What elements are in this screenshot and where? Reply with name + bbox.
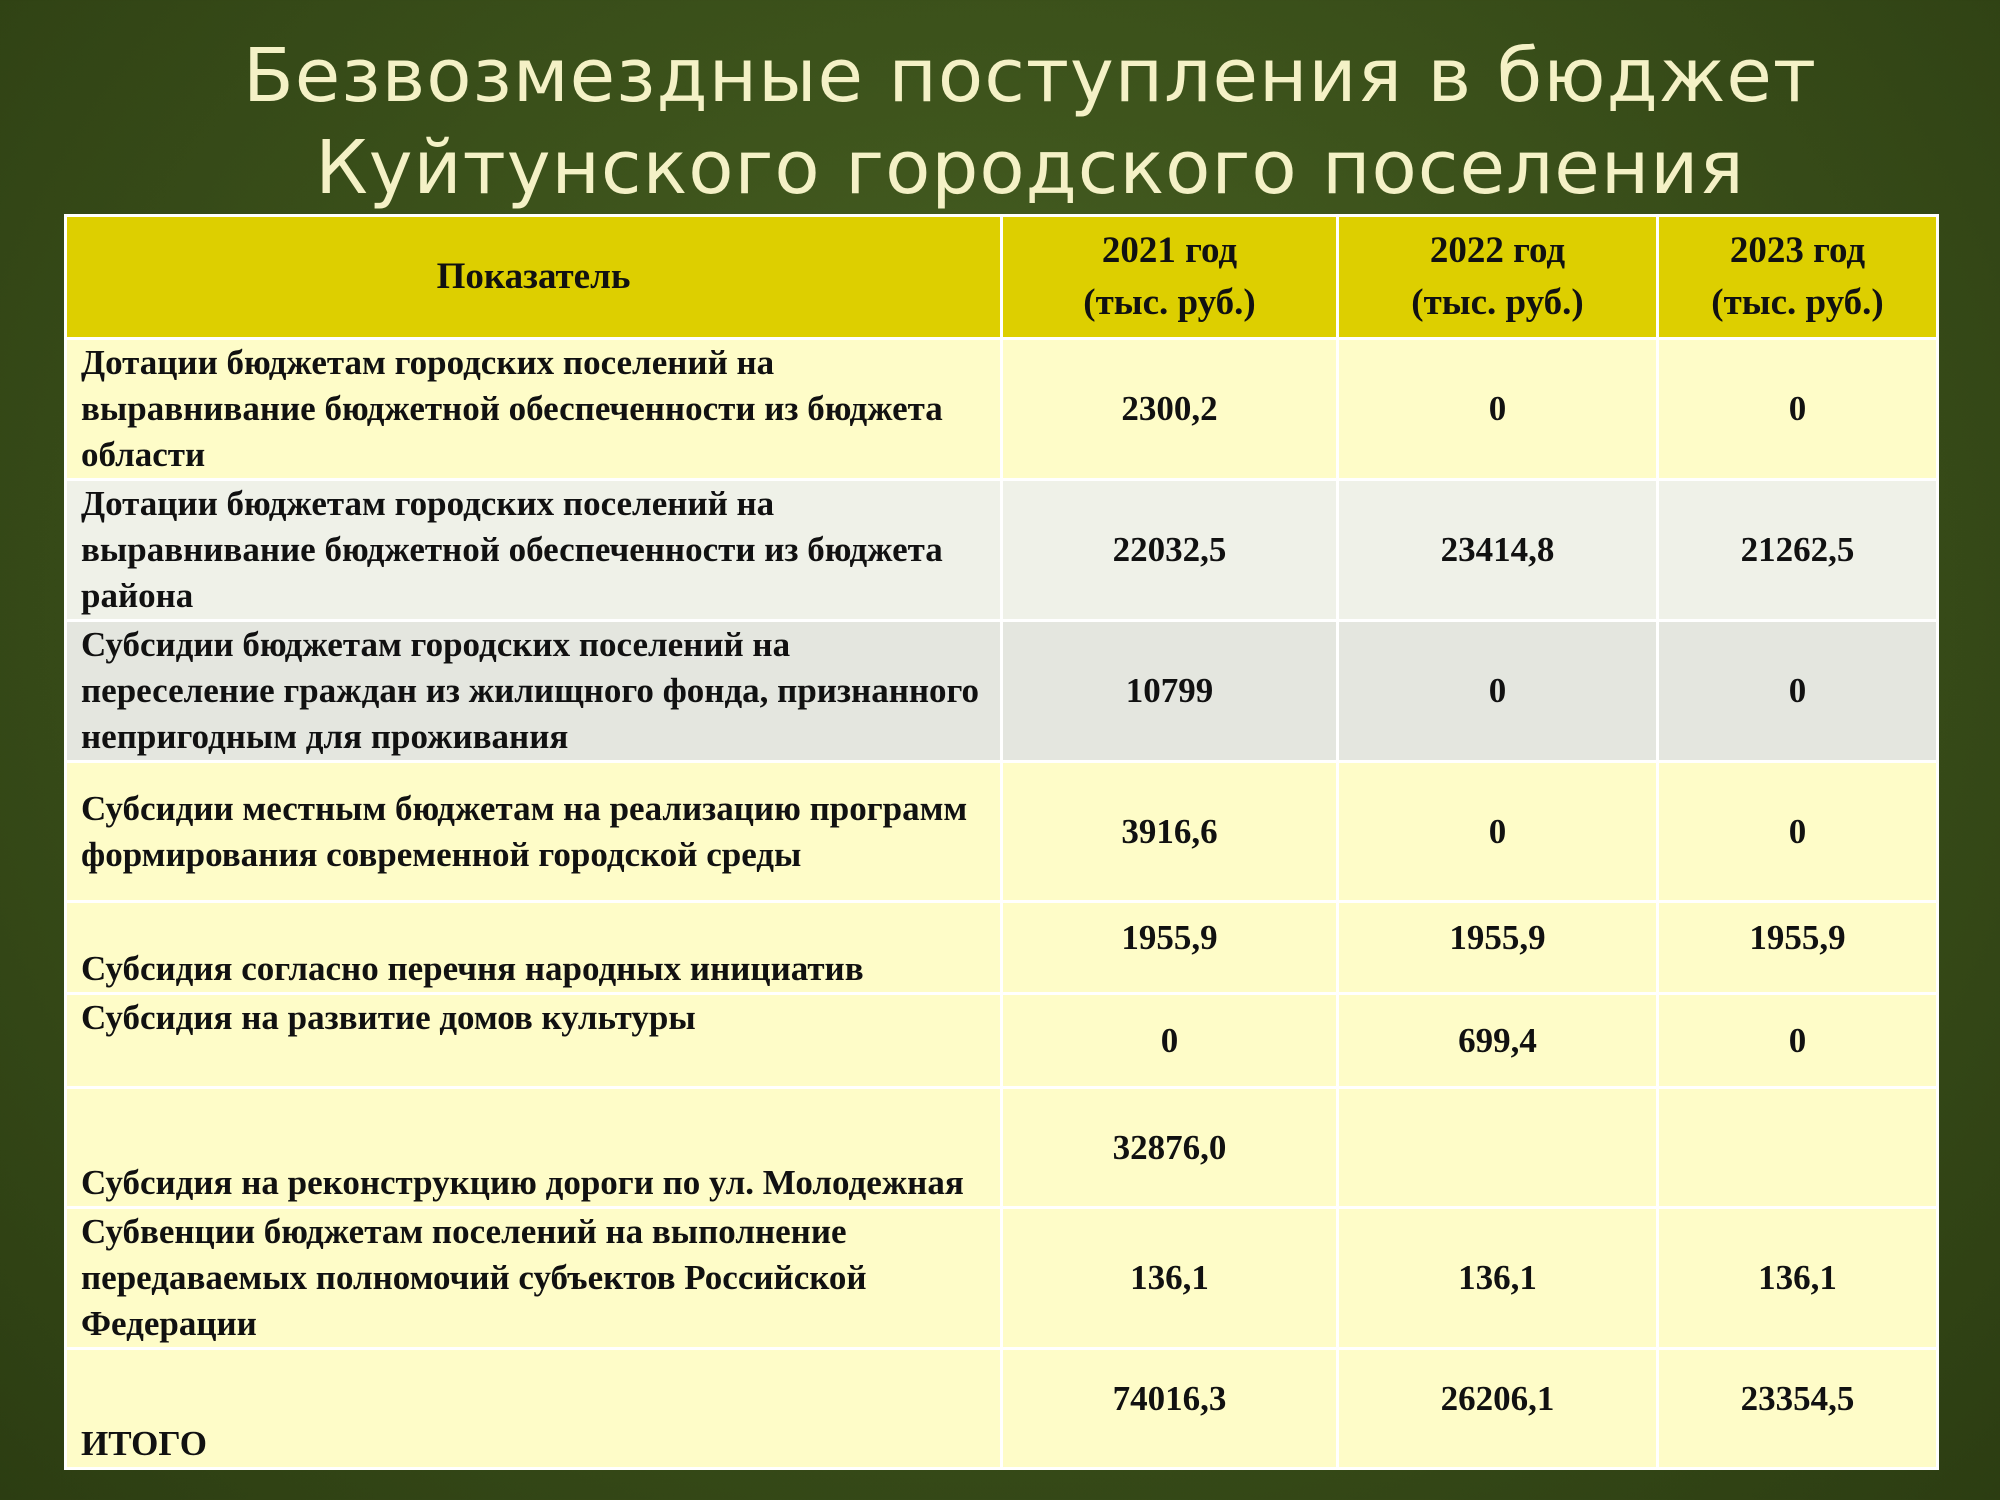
value-2022: 1955,9 (1338, 902, 1658, 994)
table-row-total (66, 1349, 1938, 1469)
row-label: Субсидии бюджетам городских поселений на переселение граждан из жилищного фонда, признанного непригодным для проживания (66, 621, 1002, 762)
value-2023: 0 (1658, 339, 1938, 480)
value-2023: 21262,5 (1658, 480, 1938, 621)
value-2021: 3916,6 (1002, 762, 1338, 902)
total-2023: 23354,5 (1658, 1349, 1938, 1469)
row-label: Дотации бюджетам городских поселений на выравнивание бюджетной обеспеченности из бюджета области (66, 339, 1002, 480)
value-2021: 136,1 (1002, 1208, 1338, 1349)
row-label: Субсидии местным бюджетам на реализацию программ формирования современной городской среды (66, 762, 1002, 902)
row-label-total: ИТОГО (66, 1349, 1002, 1469)
value-2021: 10799 (1002, 621, 1338, 762)
slide-title-line-2: Куйтунского городского поселения (315, 125, 1745, 211)
budget-table (64, 214, 1939, 1470)
table-row (66, 1208, 1938, 1349)
row-label: Субвенции бюджетам поселений на выполнение передаваемых полномочий субъектов Российской Федерации (66, 1208, 1002, 1349)
table-header-row (66, 216, 1938, 339)
value-2021: 32876,0 (1002, 1088, 1338, 1208)
slide-title (0, 30, 2000, 214)
value-2023 (1658, 1088, 1938, 1208)
table-row (66, 902, 1938, 994)
value-2022: 23414,8 (1338, 480, 1658, 621)
value-2021: 0 (1002, 994, 1338, 1088)
row-label: Дотации бюджетам городских поселений на выравнивание бюджетной обеспеченности из бюджета района (66, 480, 1002, 621)
value-2022: 0 (1338, 339, 1658, 480)
value-2021: 1955,9 (1002, 902, 1338, 994)
value-2023: 136,1 (1658, 1208, 1938, 1349)
table-row (66, 480, 1938, 621)
value-2022 (1338, 1088, 1658, 1208)
table-row (66, 762, 1938, 902)
value-2022: 136,1 (1338, 1208, 1658, 1349)
value-2022: 699,4 (1338, 994, 1658, 1088)
table-row (66, 1088, 1938, 1208)
table-row (66, 994, 1938, 1088)
row-label: Субсидия на реконструкцию дороги по ул. Молодежная (66, 1088, 1002, 1208)
total-2021: 74016,3 (1002, 1349, 1338, 1469)
row-label: Субсидия согласно перечня народных инициатив (66, 902, 1002, 994)
value-2023: 1955,9 (1658, 902, 1938, 994)
header-indicator: Показатель (66, 216, 1002, 339)
header-2022: 2022 год (тыс. руб.) (1338, 216, 1658, 339)
value-2023: 0 (1658, 621, 1938, 762)
slide-title-line-1: Безвозмездные поступления в бюджет (242, 33, 1818, 119)
table-row (66, 339, 1938, 480)
value-2022: 0 (1338, 762, 1658, 902)
value-2023: 0 (1658, 762, 1938, 902)
total-2022: 26206,1 (1338, 1349, 1658, 1469)
header-2021: 2021 год (тыс. руб.) (1002, 216, 1338, 339)
row-label: Субсидия на развитие домов культуры (66, 994, 1002, 1088)
table-row (66, 621, 1938, 762)
value-2021: 22032,5 (1002, 480, 1338, 621)
value-2023: 0 (1658, 994, 1938, 1088)
value-2022: 0 (1338, 621, 1658, 762)
value-2021: 2300,2 (1002, 339, 1338, 480)
header-2023: 2023 год (тыс. руб.) (1658, 216, 1938, 339)
